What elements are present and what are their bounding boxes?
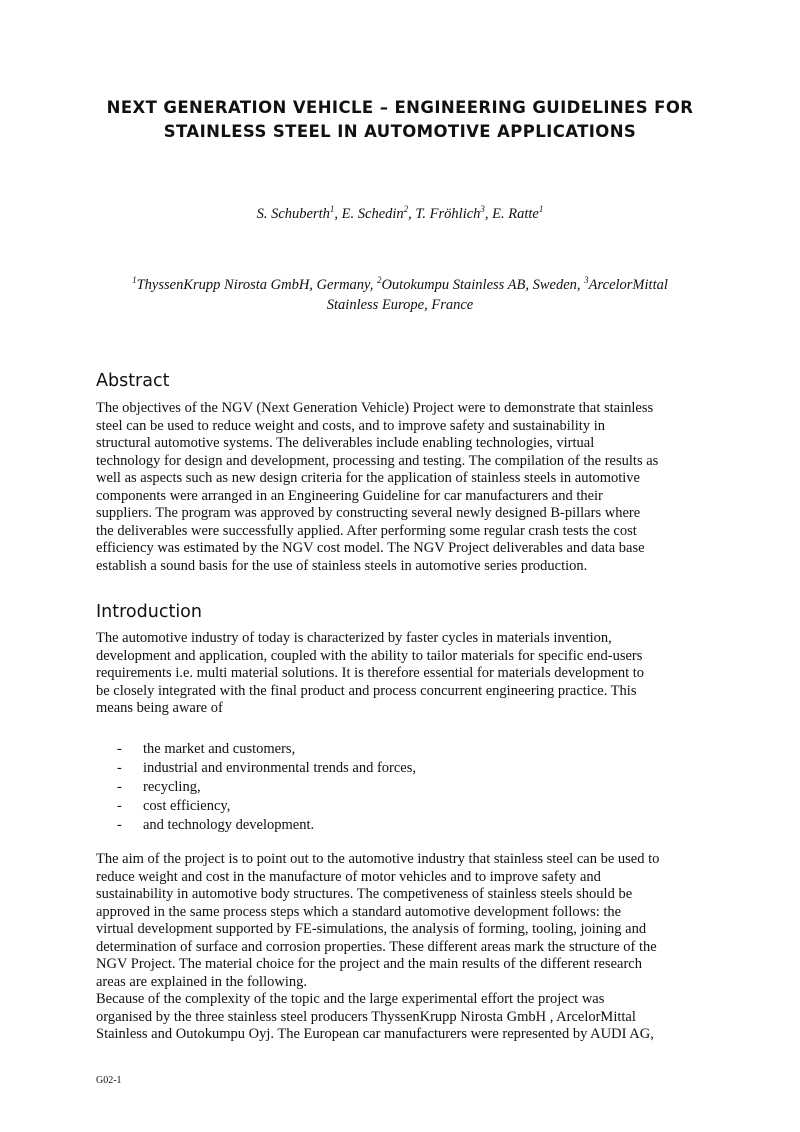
- author-list: [60, 205, 740, 223]
- text-line: development and application, coupled with the ability to tailor materials for specific end-users: [96, 647, 643, 664]
- text-line: determination of surface and corrosion properties. These different areas mark the structure of the: [96, 938, 657, 955]
- text-line: steel can be used to reduce weight and costs, and to improve safety and sustainability in: [96, 417, 605, 434]
- title-line-1: NEXT GENERATION VEHICLE – ENGINEERING GUIDELINES FOR: [106, 98, 694, 117]
- text-line: components were arranged in an Engineering Guideline for car manufacturers and their: [96, 487, 603, 504]
- affiliation-line-2: Stainless Europe, France: [326, 297, 474, 313]
- author: S. Schuberth$^1$,: [256, 204, 342, 222]
- introduction-text: [96, 630, 736, 718]
- affiliations: [60, 275, 740, 315]
- author: T. Fröhlich$^3$,: [415, 204, 493, 222]
- abstract-text: [96, 400, 736, 575]
- text-line: sustainability in automotive body structures. The competiveness of stainless steels should be: [96, 886, 633, 902]
- text-line: approved in the same process steps which a standard automotive development follows: the: [96, 903, 622, 920]
- text-line: structural automotive systems. The deliverables include enabling technologies, virtual: [96, 435, 595, 451]
- affiliation-line-1: $^1$ThyssenKrupp Nirosta GmbH, Germany, $^2$Outokumpu Stainless AB, Sweden, $^3$ArcelorMittal: [132, 275, 668, 293]
- text-line: NGV Project. The material choice for the project and the main results of the different research: [96, 956, 642, 972]
- text-line: areas are explained in the following.: [96, 973, 307, 990]
- list-item: - recycling,: [117, 779, 201, 795]
- page-footer-id: G02-1: [96, 1075, 122, 1086]
- list-item: - the market and customers,: [117, 741, 296, 757]
- author: E. Schedin$^2$,: [341, 204, 416, 222]
- text-line: The automotive industry of today is characterized by faster cycles in materials invention,: [96, 630, 612, 646]
- text-line: Because of the complexity of the topic and the large experimental effort the project was: [96, 991, 605, 1007]
- text-line: means being aware of: [96, 700, 223, 716]
- text-line: well as aspects such as new design criteria for the application of stainless steels in automotive: [96, 470, 640, 486]
- bullet-list: [117, 740, 717, 835]
- author: E. Ratte$^1$: [492, 204, 544, 222]
- text-line: The aim of the project is to point out to the automotive industry that stainless steel can be used to: [96, 851, 660, 867]
- introduction-paragraph-2: [96, 851, 736, 1044]
- introduction-heading: Introduction: [96, 602, 202, 622]
- list-item: - industrial and environmental trends and forces,: [117, 760, 417, 776]
- text-line: reduce weight and cost in the manufacture of motor vehicles and to improve safety and: [96, 868, 601, 885]
- text-line: efficiency was estimated by the NGV cost model. The NGV Project deliverables and data base: [96, 540, 645, 556]
- text-line: establish a sound basis for the use of stainless steels in automotive series production.: [96, 557, 588, 574]
- list-item: - cost efficiency,: [117, 798, 231, 814]
- text-line: be closely integrated with the final product and process concurrent engineering practice. This: [96, 682, 637, 699]
- text-line: suppliers. The program was approved by constructing several newly designed B-pillars where: [96, 505, 641, 521]
- text-line: virtual development supported by FE-simulations, the analysis of forming, tooling, joining and: [96, 921, 647, 937]
- text-line: requirements i.e. multi material solutions. It is therefore essential for materials development to: [96, 665, 645, 681]
- abstract-heading: Abstract: [96, 371, 170, 391]
- title-line-2: STAINLESS STEEL IN AUTOMOTIVE APPLICATIONS: [163, 122, 637, 141]
- text-line: technology for design and development, processing and testing. The compilation of the results as: [96, 452, 659, 469]
- text-line: organised by the three stainless steel producers ThyssenKrupp Nirosta GmbH , ArcelorMittal: [96, 1008, 636, 1025]
- list-item: - and technology development.: [117, 817, 315, 833]
- paper-title: [60, 96, 740, 144]
- text-line: the deliverables were successfully applied. After performing some regular crash tests the cost: [96, 522, 637, 539]
- text-line: Stainless and Outokumpu Oyj. The European car manufacturers were represented by AUDI AG,: [96, 1026, 654, 1042]
- text-line: The objectives of the NGV (Next Generation Vehicle) Project were to demonstrate that stainless: [96, 400, 654, 416]
